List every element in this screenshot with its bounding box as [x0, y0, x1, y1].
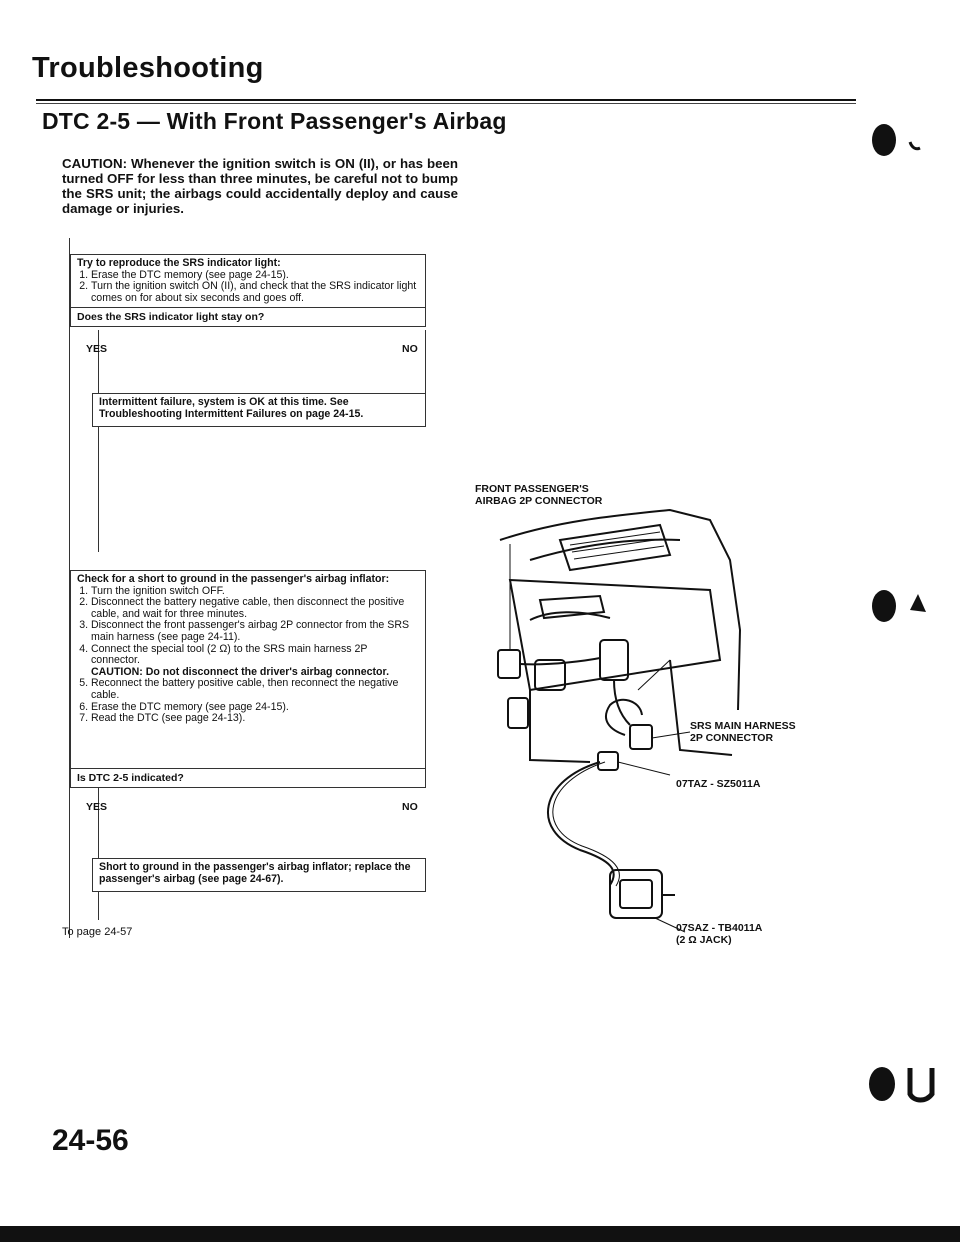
harness-connector-upper	[600, 640, 628, 680]
page-title: Troubleshooting	[32, 52, 264, 84]
step-reproduce-box	[70, 254, 426, 310]
label-tool-sz5011a: 07TAZ - SZ5011A	[676, 778, 761, 790]
lower-connector	[508, 698, 528, 728]
tool-tb4011a-jack	[610, 870, 662, 918]
label-front-passenger-connector: FRONT PASSENGER'S AIRBAG 2P CONNECTOR	[475, 483, 603, 507]
leader-tool1	[618, 762, 670, 775]
list-item: 5. Reconnect the battery positive cable, then reconnect the negative cable.	[91, 678, 419, 701]
passenger-airbag-2p-connector	[498, 650, 520, 678]
leader-connector	[638, 660, 670, 690]
list-item: 6. Erase the DTC memory (see page 24-15).	[91, 702, 419, 714]
binding-mark	[866, 120, 926, 160]
srs-main-harness-connector	[630, 725, 652, 749]
list-item: 1. Turn the ignition switch OFF.	[91, 586, 419, 598]
yes-label-2: YES	[86, 801, 108, 813]
tool-sz5011a-plug	[598, 752, 618, 770]
caution-text: CAUTION: Whenever the ignition switch is ON (II), or has been turned OFF for less than three minutes, be careful not to bump the SRS unit; the airbags could accidentally deploy and cause damage or injuries.	[62, 156, 458, 216]
connector-wire	[520, 658, 600, 664]
bottom-bar	[0, 1226, 960, 1242]
binding-mark	[866, 584, 946, 626]
section-title: DTC 2-5 — With Front Passenger's Airbag	[42, 108, 507, 134]
airbag-connector-illustration	[470, 500, 800, 940]
tool-cable-inner	[553, 762, 620, 886]
question-dtc-indicated: Is DTC 2-5 indicated?	[70, 768, 426, 788]
leader-harness	[652, 732, 690, 738]
list-item: 2. Disconnect the battery negative cable, then disconnect the positive cable, and wait for three minutes.	[91, 597, 419, 620]
no-label-1: NO	[402, 343, 418, 355]
intermittent-box: Intermittent failure, system is OK at this time. See Troubleshooting Intermittent Failures on page 24-15.	[92, 393, 426, 427]
header-rule	[36, 99, 856, 101]
page-number: 24-56	[52, 1124, 129, 1157]
label-tool-jack: (2 Ω JACK)	[676, 934, 732, 946]
list-item: 7. Read the DTC (see page 24-13).	[91, 713, 419, 725]
step-check-short-box	[70, 570, 426, 772]
vent-line	[572, 539, 662, 552]
list-item	[91, 644, 419, 679]
driver-airbag-caution: CAUTION: Do not disconnect the driver's airbag connector.	[91, 665, 390, 678]
lower-panel	[530, 690, 590, 762]
leader-tool2	[655, 918, 685, 932]
question-indicator-stay-on: Does the SRS indicator light stay on?	[70, 307, 426, 327]
header-rule-thin	[36, 103, 856, 104]
jack-face	[620, 880, 652, 908]
lower-panel-right	[670, 660, 732, 755]
no-label-2: NO	[402, 801, 418, 813]
list-item-text: Connect the special tool (2 Ω) to the SRS main harness 2P connector.	[91, 642, 368, 667]
label-srs-main-harness: SRS MAIN HARNESS 2P CONNECTOR	[690, 720, 796, 744]
label-tool-tb4011a: 07SAZ - TB4011A	[676, 922, 763, 934]
step-reproduce-list	[77, 270, 419, 305]
list-item: 3. Disconnect the front passenger's airbag 2P connector from the SRS main harness (see page 24-11).	[91, 620, 419, 643]
tool-cable	[548, 762, 614, 885]
yes-label-1: YES	[86, 343, 108, 355]
binding-mark	[860, 1060, 950, 1106]
list-item: 1. Erase the DTC memory (see page 24-15).	[91, 270, 419, 282]
harness-wire	[614, 680, 630, 725]
short-to-ground-box: Short to ground in the passenger's airbag inflator; replace the passenger's airbag (see page 24-67).	[92, 858, 426, 892]
flow-yes-line-1	[98, 330, 99, 552]
list-item: 2. Turn the ignition switch ON (II), and check that the SRS indicator light comes on for about six seconds and goes off.	[91, 281, 419, 304]
to-next-page: To page 24-57	[62, 926, 133, 938]
inner-panel	[510, 580, 720, 690]
step-reproduce-heading: Try to reproduce the SRS indicator light:	[77, 257, 281, 269]
step-check-short-list	[77, 586, 419, 725]
step-check-short-heading: Check for a short to ground in the passenger's airbag inflator:	[77, 573, 390, 585]
